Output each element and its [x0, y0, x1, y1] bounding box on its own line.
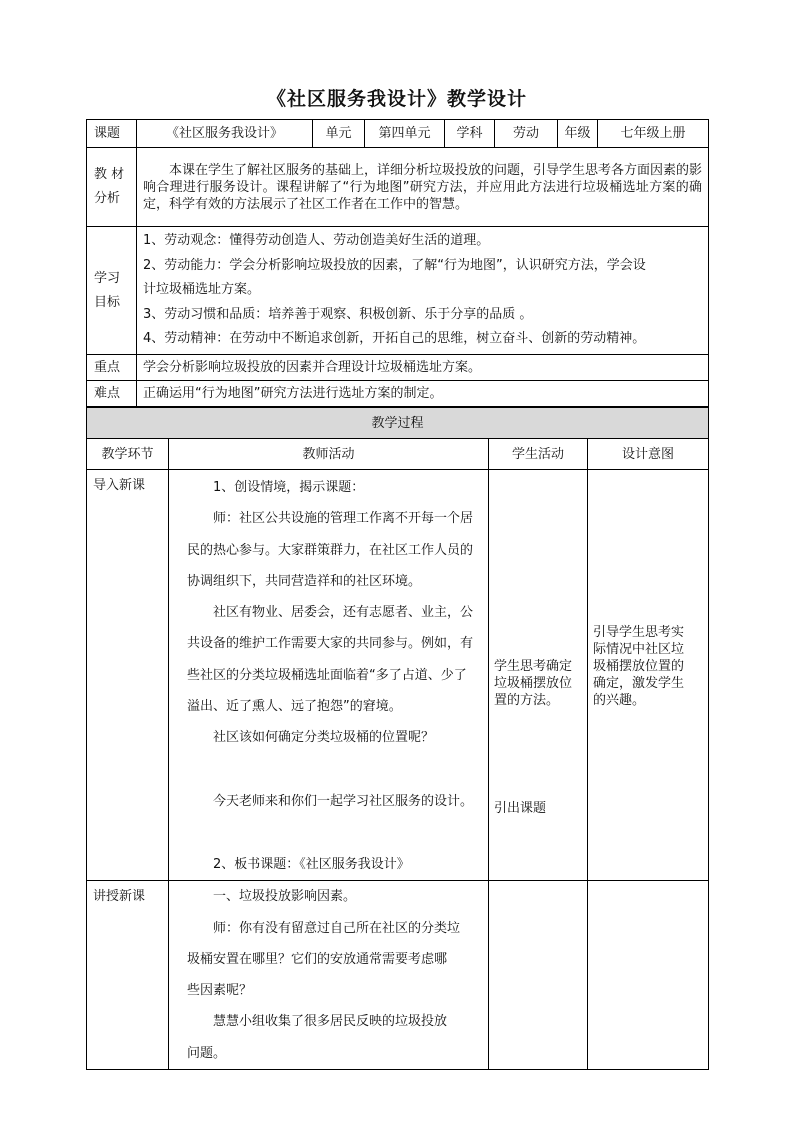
goals-label-line-2: 目标 — [94, 294, 121, 310]
intro-design-intent — [588, 470, 709, 881]
goal-item: 4、劳动精神：在劳动中不断追求创新，开拓自己的思维，树立奋斗、创新的劳动精神。 — [143, 331, 646, 347]
process-banner-row — [87, 408, 709, 439]
key-point-text: 学会分析影响垃圾投放的因素并合理设计垃圾桶选址方案。 — [137, 355, 709, 381]
teacher-line: 协调组织下，共同营造祥和的社区环境。 — [187, 573, 422, 589]
intro-row — [87, 470, 709, 881]
course-value: 《社区服务我设计》 — [137, 120, 313, 148]
intent-line: 的兴趣。 — [593, 693, 646, 708]
document-title: 《社区服务我设计》教学设计 — [266, 88, 527, 110]
process-header-row — [87, 439, 709, 470]
goal-item: 3、劳动习惯和品质：培养善于观察、积极创新、乐于分享的品质 。 — [143, 306, 533, 322]
teacher-line: 社区有物业、居委会，还有志愿者、业主，公 — [213, 605, 474, 621]
grade-value: 七年级上册 — [598, 120, 709, 148]
intent-line: 引导学生思考实 — [593, 625, 685, 640]
goal-item: 2、劳动能力：学会分析影响垃圾投放的因素，了解“行为地图”，认识研究方法，学会设 — [143, 257, 646, 273]
header-student: 学生活动 — [489, 439, 588, 470]
goals-label — [87, 227, 137, 355]
student-line: 置的方法。 — [494, 693, 560, 708]
teacher-line: 社区该如何确定分类垃圾桶的位置呢？ — [213, 730, 435, 746]
goals-label-line-1: 学习 — [94, 270, 121, 286]
analysis-label-line-2: 分析 — [94, 191, 121, 206]
teacher-line: 问题。 — [187, 1045, 227, 1061]
difficulty-text: 正确运用“行为地图”研究方法进行选址方案的制定。 — [137, 381, 709, 407]
teach-stage: 讲授新课 — [87, 881, 169, 1070]
process-banner: 教学过程 — [87, 408, 709, 439]
teacher-line: 圾桶安置在哪里？它们的安放通常需要考虑哪 — [187, 951, 448, 967]
teacher-line: 师：社区公共设施的管理工作离不开每一个居 — [213, 511, 474, 527]
intent-line: 际情况中社区垃 — [593, 642, 685, 657]
student-line: 垃圾桶摆放位 — [494, 676, 573, 691]
intro-stage: 导入新课 — [87, 470, 169, 881]
teacher-line: 1、创设情境，揭示课题： — [213, 480, 365, 495]
header-intent: 设计意图 — [588, 439, 709, 470]
grade-label: 年级 — [558, 120, 598, 148]
analysis-text: 本课在学生了解社区服务的基础上，详细分析垃圾投放的问题，引导学生思考各方面因素的影响合理进行服务设计。课程讲解了“行为地图”研究方法，并应用此方法进行垃圾桶选址方案的确定，科学有效的方法展示了社区工作者在工作中的智慧。 — [137, 148, 709, 227]
teacher-line: 共设备的维护工作需要大家的共同参与。例如，有 — [187, 636, 474, 652]
key-point-label: 重点 — [87, 355, 137, 381]
teacher-line: 一、垃圾投放影响因素。 — [213, 889, 357, 905]
goal-item: 计垃圾桶选址方案。 — [143, 282, 261, 298]
teacher-line: 溢出、近了熏人、远了抱怨”的窘境。 — [187, 699, 402, 715]
unit-value: 第四单元 — [365, 120, 445, 148]
teach-design-intent — [588, 881, 709, 1070]
student-line: 学生思考确定 — [494, 659, 573, 674]
subject-value: 劳动 — [495, 120, 558, 148]
teacher-line: 师：你有没有留意过自己所在社区的分类垃 — [213, 920, 461, 936]
analysis-label-line-1: 教 材 — [94, 167, 125, 182]
intent-line: 确定，激发学生 — [593, 676, 685, 691]
teacher-line: 慧慧小组收集了很多居民反映的垃圾投放 — [213, 1014, 448, 1030]
course-row — [87, 120, 709, 148]
intent-line: 圾桶摆放位置的 — [593, 659, 685, 674]
analysis-label — [87, 148, 137, 227]
teach-teacher-activity — [169, 881, 489, 1070]
student-line: 引出课题 — [494, 801, 547, 816]
subject-label: 学科 — [445, 120, 495, 148]
key-point-row — [87, 355, 709, 381]
course-label: 课题 — [87, 120, 137, 148]
teacher-line: 些因素呢？ — [187, 983, 253, 999]
goals-list — [137, 227, 709, 355]
intro-student-activity — [489, 470, 588, 881]
goal-item: 1、劳动观念：懂得劳动创造人、劳动创造美好生活的道理。 — [143, 233, 490, 249]
teach-student-activity — [489, 881, 588, 1070]
teacher-line: 2、板书课题：《社区服务我设计》 — [213, 856, 410, 872]
difficulty-row — [87, 381, 709, 407]
teacher-line: 些社区的分类垃圾桶选址面临着“多了占道、少了 — [187, 667, 467, 683]
intro-teacher-activity — [169, 470, 489, 881]
header-stage: 教学环节 — [87, 439, 169, 470]
unit-label: 单元 — [313, 120, 365, 148]
course-info-table — [86, 119, 709, 407]
difficulty-label: 难点 — [87, 381, 137, 407]
teaching-process-table — [86, 407, 709, 1070]
teach-row — [87, 881, 709, 1070]
teacher-line: 民的热心参与。大家群策群力，在社区工作人员的 — [187, 542, 474, 558]
header-teacher: 教师活动 — [169, 439, 489, 470]
analysis-row — [87, 148, 709, 227]
goals-row — [87, 227, 709, 355]
teacher-line: 今天老师来和你们一起学习社区服务的设计。 — [213, 793, 474, 809]
